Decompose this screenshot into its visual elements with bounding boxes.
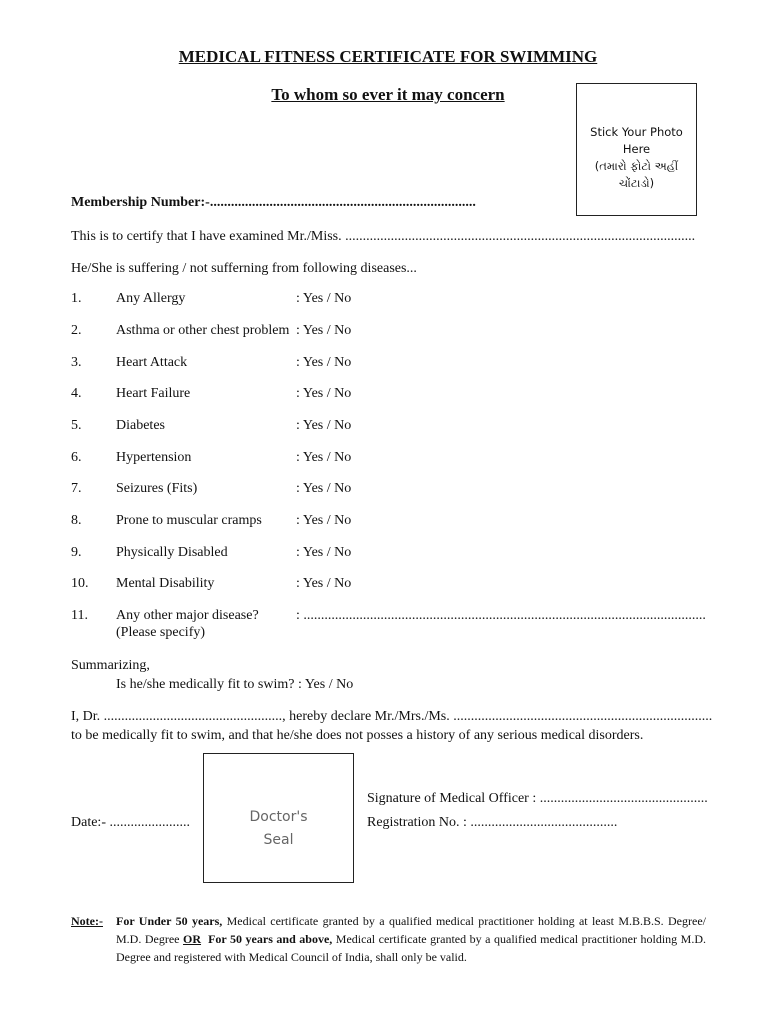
date-field: Date:- ....................... — [71, 815, 190, 830]
doctor-seal-text — [204, 806, 353, 852]
note-label: Note:- — [71, 914, 103, 928]
disease-number: 9. — [71, 545, 82, 560]
photo-placeholder-box — [576, 83, 697, 216]
disease-label: Mental Disability — [116, 576, 215, 591]
disease-sublabel: (Please specify) — [116, 625, 206, 640]
disease-number: 4. — [71, 386, 82, 401]
membership-number-blank: ............................................................................ — [209, 195, 476, 210]
disease-answer: : Yes / No — [296, 513, 352, 528]
disease-number: 6. — [71, 450, 82, 465]
summary-label: Summarizing, — [71, 658, 150, 673]
membership-number-label: Membership Number:- — [71, 195, 210, 210]
note-section — [71, 912, 706, 966]
other-disease-blank: : ................................................................................................................... — [296, 608, 706, 623]
note-over50-heading: For 50 years and above, — [208, 932, 333, 946]
note-or: OR — [183, 932, 202, 946]
disease-answer: : Yes / No — [296, 418, 352, 433]
disease-answer: : Yes / No — [296, 576, 352, 591]
disease-answer: : Yes / No — [296, 291, 352, 306]
disease-number: 2. — [71, 323, 82, 338]
photo-instruction-line3: (તમારો ફોટો અહીં — [594, 159, 679, 173]
certificate-title: MEDICAL FITNESS CERTIFICATE FOR SWIMMING — [178, 47, 598, 66]
photo-instruction-line4: ચોંટાડો) — [618, 176, 655, 190]
disease-number: 7. — [71, 481, 82, 496]
disease-answer: : Yes / No — [296, 450, 352, 465]
disease-label: Asthma or other chest problem — [116, 323, 290, 338]
disease-number: 5. — [71, 418, 82, 433]
diseases-intro: He/She is suffering / not sufferning from following diseases... — [71, 261, 417, 276]
declaration-line2: to be medically fit to swim, and that he/she does not posses a history of any serious medical disorders. — [71, 728, 644, 743]
photo-instruction — [577, 124, 696, 192]
disease-number: 10. — [71, 576, 89, 591]
disease-label: Heart Failure — [116, 386, 191, 401]
disease-number: 3. — [71, 355, 82, 370]
photo-instruction-line2: Here — [622, 142, 651, 156]
certify-line: This is to certify that I have examined Mr./Miss. .................................................................................................... — [71, 229, 696, 244]
doctor-seal-line1: Doctor's — [249, 809, 308, 825]
disease-label: Hypertension — [116, 450, 192, 465]
doctor-seal-box — [203, 753, 354, 883]
disease-label: Prone to muscular cramps — [116, 513, 262, 528]
fitness-question: Is he/she medically fit to swim? : Yes / No — [116, 677, 354, 692]
signature-field: Signature of Medical Officer : ................................................ — [367, 791, 708, 806]
disease-number: 11. — [71, 608, 88, 623]
disease-label: Heart Attack — [116, 355, 188, 370]
note-over50-text: Medical certificate granted by a qualified medical practitioner holding M.D. Degree and registered with Medical Council of India, shall only be valid. — [116, 932, 707, 964]
membership-number-field — [71, 195, 476, 211]
disease-answer: : Yes / No — [296, 355, 352, 370]
disease-number: 8. — [71, 513, 82, 528]
disease-number: 1. — [71, 291, 82, 306]
disease-label: Seizures (Fits) — [116, 481, 198, 496]
certificate-subtitle: To whom so ever it may concern — [271, 85, 505, 104]
declaration-line1: I, Dr. ..................................................., hereby declare Mr./Mrs./Ms. .......................................................................... — [71, 709, 713, 724]
disease-label: Physically Disabled — [116, 545, 228, 560]
disease-label: Any other major disease? — [116, 608, 259, 623]
photo-instruction-line1: Stick Your Photo — [590, 125, 683, 139]
disease-answer: : Yes / No — [296, 386, 352, 401]
disease-answer: : Yes / No — [296, 545, 352, 560]
note-under50-heading: For Under 50 years, — [116, 914, 223, 928]
note-under50-text: Medical certificate granted by a qualified medical practitioner holding at least M.B.B.S. Degree/ M.D. Degree — [116, 914, 706, 946]
doctor-seal-line2: Seal — [263, 832, 294, 848]
disease-label: Any Allergy — [116, 291, 186, 306]
disease-answer: : Yes / No — [296, 323, 352, 338]
disease-label: Diabetes — [116, 418, 165, 433]
registration-field: Registration No. : .......................................... — [367, 815, 618, 830]
disease-answer: : Yes / No — [296, 481, 352, 496]
note-body — [116, 912, 706, 966]
